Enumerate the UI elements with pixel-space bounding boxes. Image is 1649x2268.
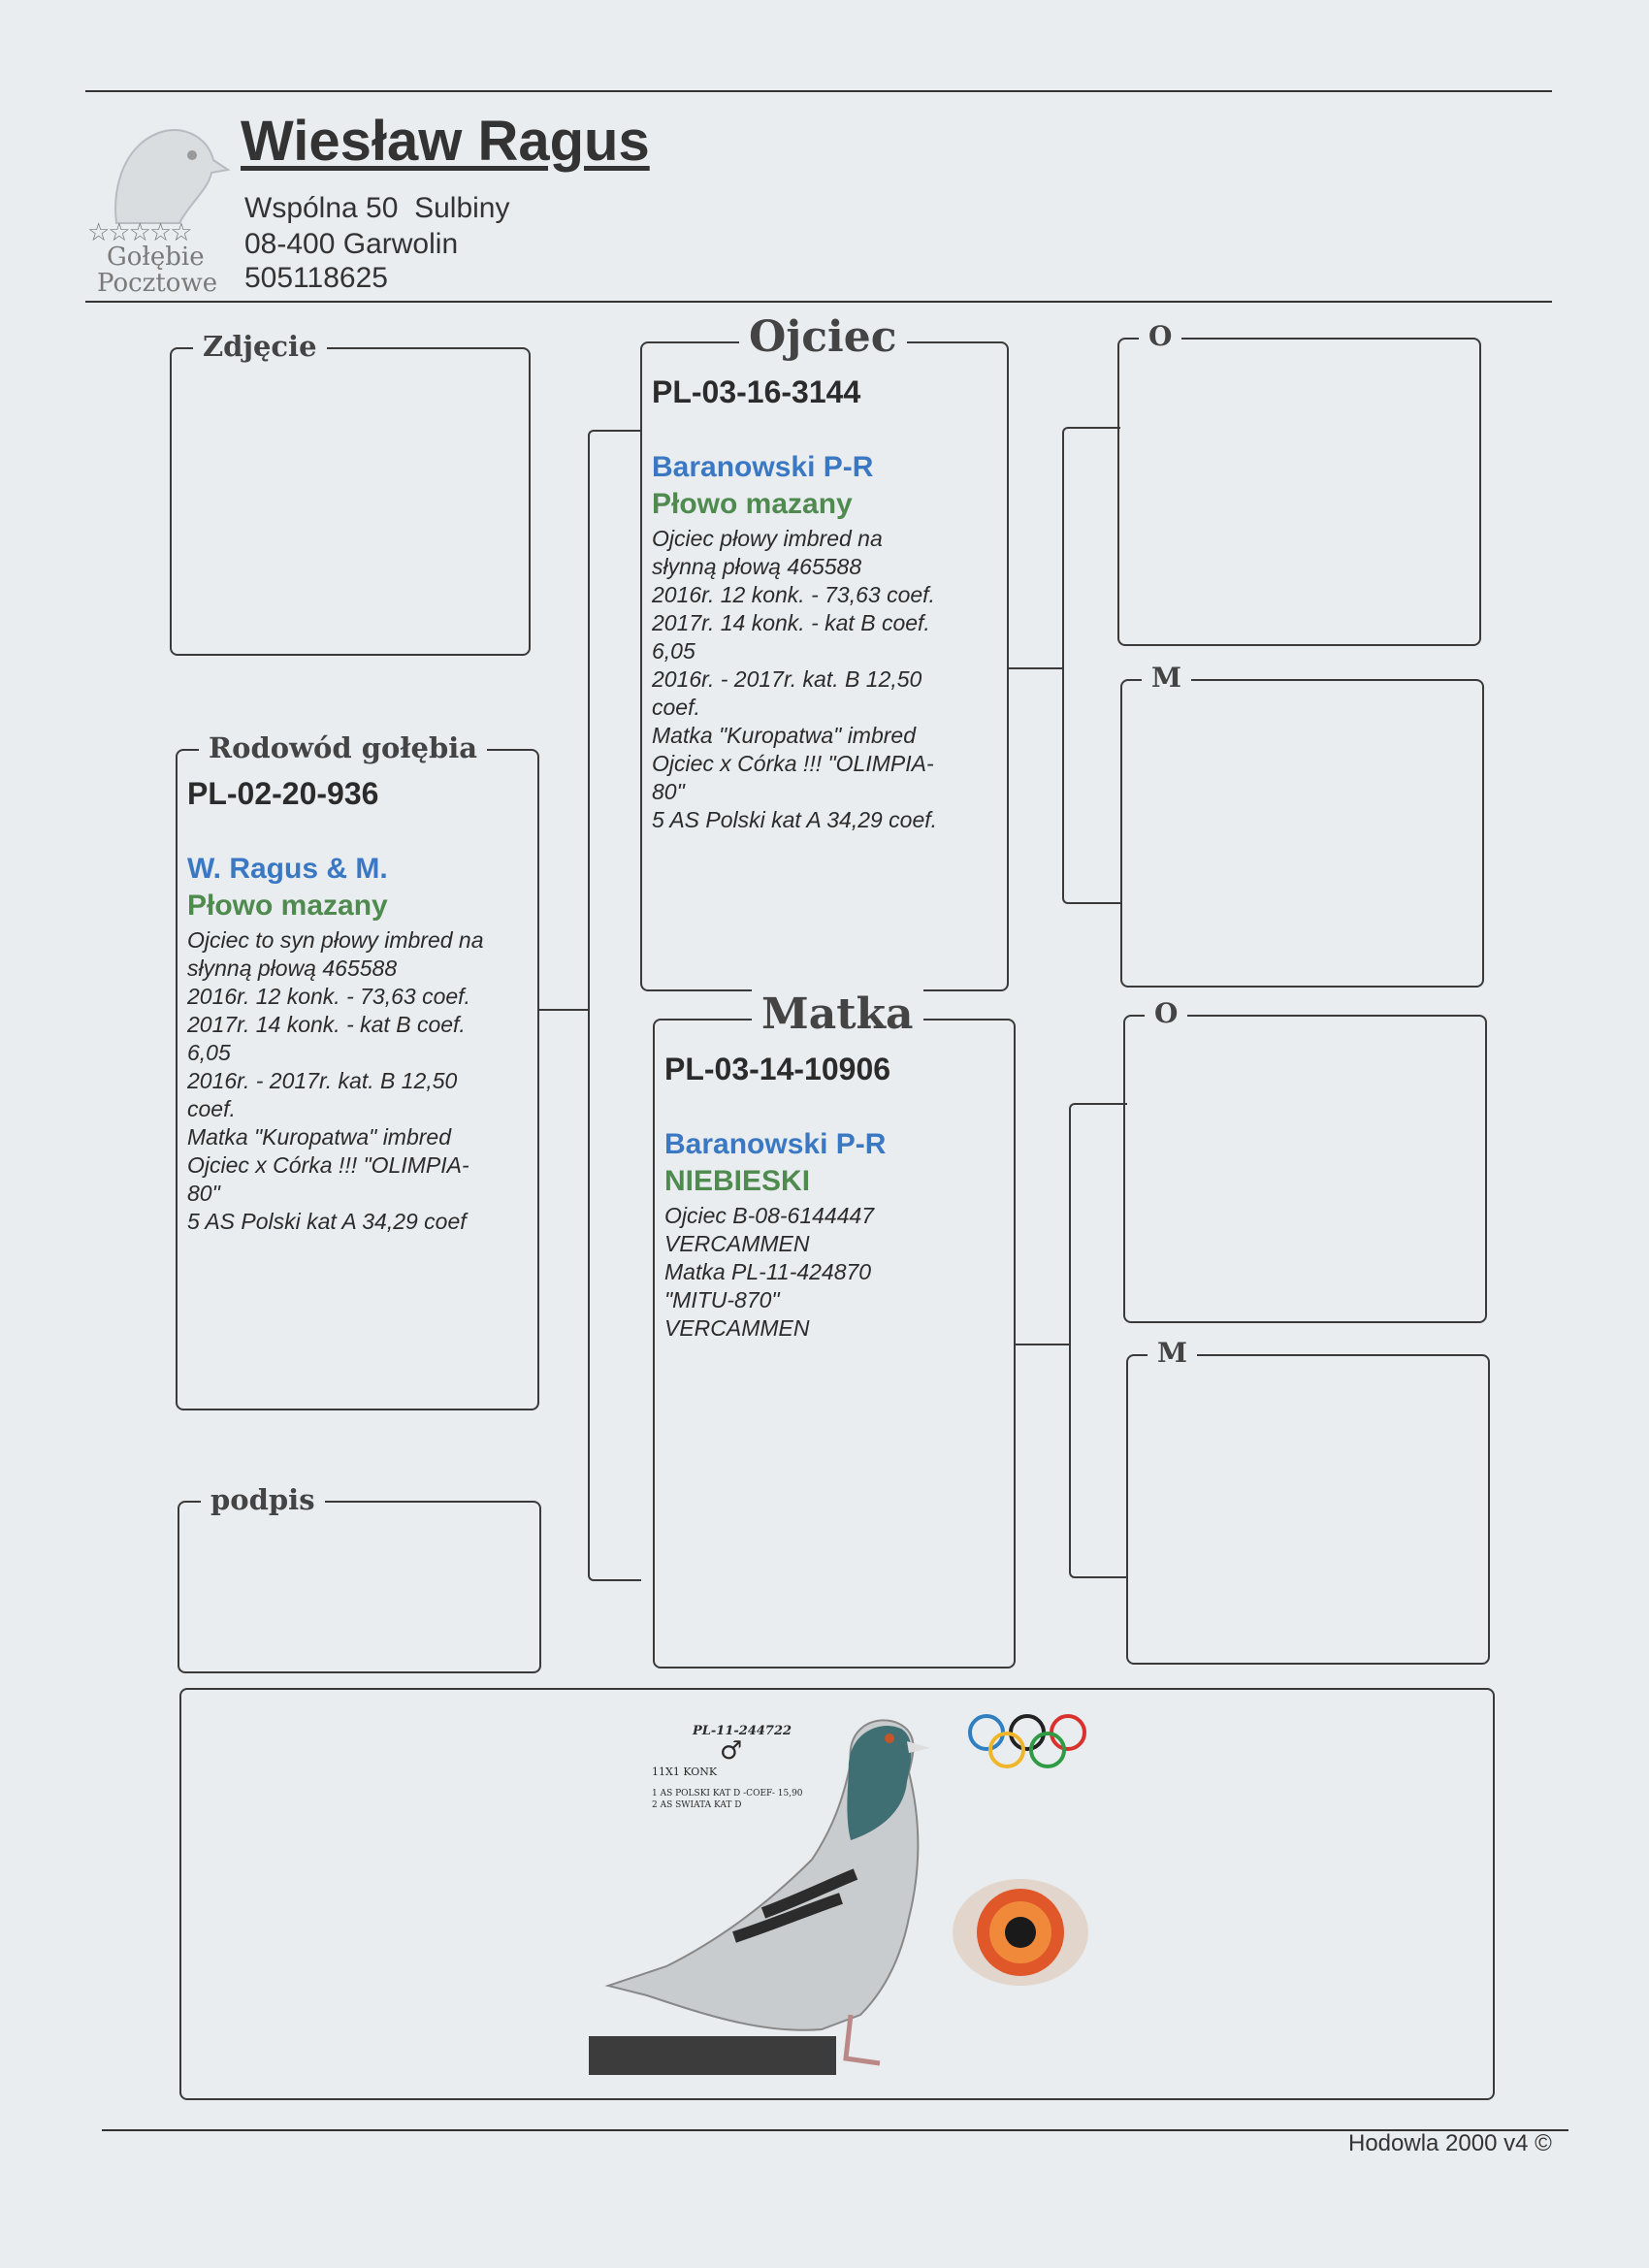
pigeon-color: Płowo mazany [187, 890, 388, 922]
grandfather-maternal-label: O [1145, 997, 1187, 1029]
pigeon-notes: Ojciec to syn płowy imbred na słynną płową 465588 2016r. 12 konk. - 73,63 coef. 2017r. 14 konk. - kat B coef. 6,05 2016r. - 2017r. kat. B 12,50 coef. Matka "Kuropatwa" imbred Ojciec x Córka !!! "OLIMPIA- 80" 5 AS Polski kat A 34,29 coef [187, 927, 484, 1234]
image-ring-number: PL-11-244722 [693, 1724, 792, 1738]
footer-text: Hodowla 2000 v4 © [1348, 2130, 1552, 2156]
pigeon-photo-icon [589, 1704, 977, 2092]
logo [87, 116, 233, 301]
pigeon-box [176, 731, 539, 1410]
mother-ring-number: PL-03-14-10906 [664, 1052, 891, 1086]
mother-breeder: Baranowski P-R [664, 1128, 887, 1160]
image-line3: 2 AS SWIATA KAT D [652, 1800, 742, 1810]
grandmother-maternal-box [1126, 1337, 1490, 1665]
logo-text-line1: Gołębie [107, 243, 205, 272]
owner-name: Wiesław Ragus [241, 110, 650, 173]
mother-box [653, 989, 1016, 1669]
pigeon-eye-icon [948, 1874, 1093, 1991]
owner-phone: 505118625 [244, 262, 388, 294]
connector-pigeon [539, 1009, 588, 1011]
father-notes: Ojciec płowy imbred na słynną płową 465588 2016r. 12 konk. - 73,63 coef. 2017r. 14 konk. - kat B coef. 6,05 2016r. - 2017r. kat. B 12,50 coef. Matka "Kuropatwa" imbred Ojciec x Córka !!! "OLIMPIA- 80" 5 AS Polski kat A 34,29 coef. [652, 526, 938, 832]
image-line2: 1 AS POLSKI KAT D -COEF- 15,90 [652, 1789, 803, 1798]
connector-mother [1016, 1344, 1069, 1345]
pigeon-label: Rodowód gołębia [199, 731, 487, 764]
grandfather-maternal-box [1123, 997, 1487, 1323]
connector-father [1009, 667, 1062, 669]
owner-address-line1: Wspólna 50 Sulbiny [244, 192, 510, 224]
grandmother-paternal-label: M [1142, 662, 1191, 694]
father-color: Płowo mazany [652, 488, 853, 520]
pigeon-content [187, 776, 528, 1236]
owner-address-line2: 08-400 Garwolin [244, 228, 459, 260]
logo-text-line2: Pocztowe [97, 269, 218, 298]
grandmother-paternal-box [1120, 662, 1484, 988]
connector-mother-grandparents [1069, 1103, 1127, 1578]
father-box [640, 312, 1009, 991]
father-label: Ojciec [739, 312, 907, 362]
signature-box [178, 1483, 541, 1673]
header-bottom-rule [85, 301, 1552, 303]
pigeon-ring-number: PL-02-20-936 [187, 776, 379, 811]
father-breeder: Baranowski P-R [652, 451, 874, 483]
bottom-image-box [179, 1688, 1495, 2100]
grandfather-paternal-box [1117, 320, 1481, 646]
photo-box [170, 330, 531, 656]
father-ring-number: PL-03-16-3144 [652, 374, 861, 409]
connector-parents [588, 430, 641, 1581]
signature-label: podpis [201, 1483, 325, 1516]
mother-content [664, 1052, 1004, 1343]
pigeon-head-logo-icon [87, 116, 233, 233]
photo-label: Zdjęcie [193, 330, 327, 363]
grandmother-maternal-label: M [1148, 1337, 1197, 1369]
mother-notes: Ojciec B-08-6144447 VERCAMMEN Matka PL-11-424870 "MITU-870" VERCAMMEN [664, 1203, 875, 1341]
grandfather-paternal-label: O [1139, 320, 1181, 352]
olympic-rings-icon [967, 1709, 1093, 1777]
logo-stars: ☆☆☆☆☆ [87, 218, 191, 247]
connector-father-grandparents [1062, 427, 1120, 904]
pigeon-breeder: W. Ragus & M. [187, 853, 388, 885]
mother-label: Matka [752, 989, 923, 1039]
mother-color: NIEBIESKI [664, 1165, 811, 1197]
male-symbol-icon: ♂ [720, 1736, 743, 1766]
image-line1: 11X1 KONK [652, 1766, 718, 1778]
father-content [652, 374, 997, 834]
header-top-rule [85, 90, 1552, 92]
